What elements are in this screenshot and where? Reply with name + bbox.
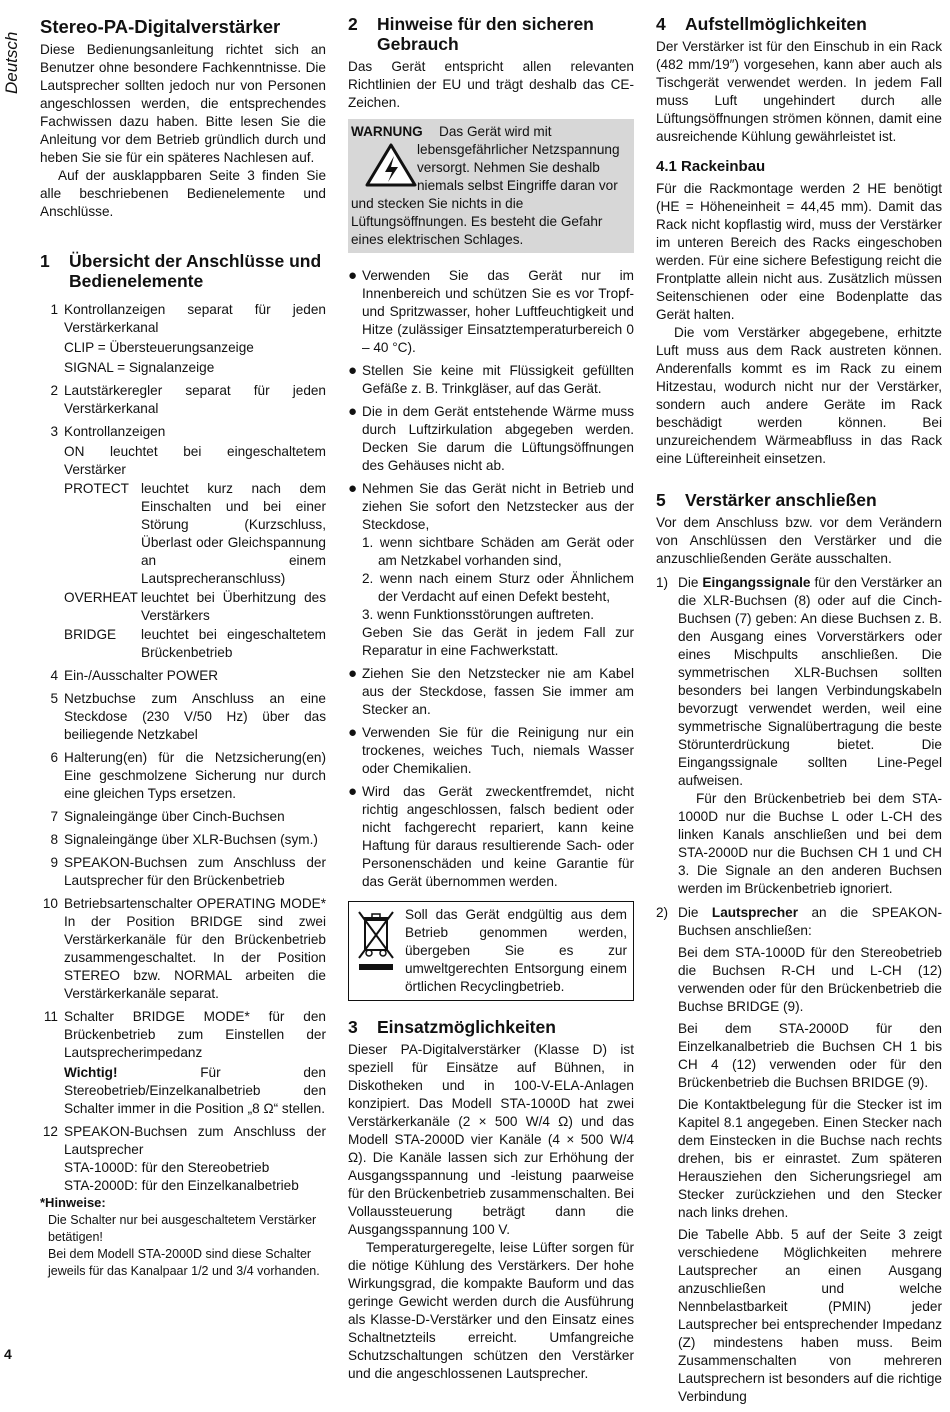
page-number: 4 bbox=[4, 1346, 12, 1362]
list-item: 11 Schalter BRIDGE MODE* für den Brückenbetrieb zum Einstellen der Lautsprecherimpedanz Wichtig! Für den Stereobetrieb/Einzelkanalbetrieb den Schalter immer in die Position „8 Ω“ stellen. bbox=[43, 1009, 326, 1116]
crossed-bin-icon bbox=[353, 906, 399, 986]
language-tab bbox=[2, 14, 20, 94]
list-item: ● Wird das Gerät zweckentfremdet, nicht richtig angeschlossen, falsch bedient oder nicht fachgerecht repariert, kann keine Haftung für daraus resultierende Sach- oder Personenschäden und keine Garantie für das Gerät übernommen werden. bbox=[348, 783, 634, 889]
list-item: 8 Signaleingänge über XLR-Buchsen (sym.) bbox=[50, 832, 318, 847]
rack-paragraph: Für die Rackmontage werden 2 HE benötigt (HE = Höheneinheit = 44,45 mm). Damit das Rack nicht kopflastig wird, muss der Verstärker im unteren Bereich des Racks eingeschoben werden. Für eine sichere Befestigung reicht die Frontplatte allein nicht aus. Zusätzlich müssen Seitenschienen oder eine Bodenplatte das Gerät halten. bbox=[656, 181, 942, 322]
section-2-heading: 2 Hinweise für den sicheren Gebrauch bbox=[348, 14, 594, 54]
subsection-4-1-heading: 4.1 Rackeinbau bbox=[656, 158, 766, 175]
warning-box: WARNUNG Das Gerät wird mit lebensgefährlicher Netzspannung versorgt. Nehmen Sie deshalb niemals selbst Eingriffe daran vor und stecken Sie nichts in die Lüftungsöffnungen. Es besteht die Gefahr eines elektrischen Schlages. bbox=[348, 119, 634, 253]
column-1 bbox=[40, 14, 326, 1278]
section-4-paragraph: Der Verstärker ist für den Einschub in ein Rack (482 mm/19″) vorgesehen, kann aber auch als Tischgerät verwendet werden. In jedem Fall muss Luft ungehindert durch alle Lüftungsöffnungen strömen können, damit eine ausreichende Kühlung gewährleistet ist. bbox=[656, 39, 942, 144]
list-item: 7 Signaleingänge über Cinch-Buchsen bbox=[50, 809, 285, 824]
list-item: ● Ziehen Sie den Netzstecker nie am Kabel aus der Steckdose, fassen Sie immer am Stecker an. bbox=[348, 665, 634, 717]
list-item: ● Verwenden Sie für die Reinigung nur ein trockenes, weiches Tuch, niemals Wasser oder Chemikalien. bbox=[348, 724, 634, 776]
controls-list bbox=[40, 301, 326, 1195]
section-4-heading: 4 Aufstellmöglichkeiten bbox=[656, 14, 867, 34]
section-1-heading: 1 Übersicht der Anschlüsse und Bedienelemente bbox=[40, 251, 322, 291]
recycling-box: Soll das Gerät endgültig aus dem Betrieb genommen werden, übergeben Sie es zur umweltgerechten Entsorgung einem örtlichen Recyclingbetrieb. bbox=[348, 901, 634, 1001]
list-item: 3 Kontrollanzeigen ON leuchtet bei eingeschaltetem Verstärker PROTECT leuchtet kurz nach dem Einschalten und bei einer Störung (Kurzschluss, Überlast oder Gleichspannung an einem Lautsprecheranschluss) OVERHEAT leuchtet bei Überhitzung des Verstärkers BRIDGE leuchtet bei eingeschaltetem Brückenbetrieb bbox=[50, 424, 326, 660]
step-1: 1) Die Eingangssignale für den Verstärker an die XLR-Buchsen (8) oder auf die Cinch-Buchsen (7) geben: An diese Buchsen z. B. den Ausgang eines Vorverstärkers oder eines Mischpults anschließen. Die symmetrischen XLR-Buchsen sollten besonders bei langen Verbindungskabeln bevorzugt verwendet werden, weil eine symmetrische Signalübertragung die beste Störunterdrückung bietet. Die Eingangssignale sollten Line-Pegel aufweisen. Für den Brückenbetrieb bei dem STA-1000D nur die Buchse L oder L-CH des linken Kanals anschließen und bei dem STA-2000D nur die Buchsen CH 1 und CH 3. Die Signale an den anderen Buchsen werden im Brückenbetrieb ignoriert. bbox=[656, 575, 943, 896]
list-item: ● Nehmen Sie das Gerät nicht in Betrieb und ziehen Sie sofort den Netzstecker aus der Steckdose, 1. wenn sichtbare Schäden am Gerät oder am Netzkabel vorhanden sind, 2. wenn nach einem Sturz oder Ähnlichem der Verdacht auf einen Defekt besteht, 3. wenn Funktionsstörungen auftreten. Geben Sie das Gerät in jedem Fall zur Reparatur in eine Fachwerkstatt. bbox=[348, 480, 634, 658]
list-item: 10 Betriebsartenschalter OPERATING MODE* In der Position BRIDGE sind zwei Verstärkerkanäle für den Brückenbetrieb zusammengeschaltet. In der Position STEREO bzw. NORMAL arbeiten die Verstärkerkanäle separat. bbox=[42, 896, 326, 1001]
column-2 bbox=[348, 14, 634, 1383]
step-2: 2) Die Lautsprecher an die SPEAKON-Buchsen anschließen: Bei dem STA-1000D für den Stereobetrieb die Buchsen R-CH und L-CH (12) verwenden oder für den Brückenbetrieb die Buchse BRIDGE (9). Bei dem STA-2000D für den Einzelkanalbetrieb die Buchsen CH 1 bis CH 4 (12) verwenden oder für den Brückenbetrieb die Buchsen BRIDGE (9). Die Kontaktbelegung für die Stecker ist im Kapitel 8.1 angegeben. Einen Stecker nach dem Einstecken in die Buchse nach rechts drehen, bis er einrastet. Zum späteren Herausziehen den Sicherungsriegel am Stecker zurückziehen und den Stecker nach links drehen. Die Tabelle Abb. 5 auf der Seite 3 zeigt verschiedene Möglichkeiten mehrere Lautsprecher an einen Ausgang anzuschließen und welche Nennbelastbarkeit (PMIN) jeder Lautsprecher bei entsprechender Impedanz (Z) mindestens haben muss. Beim Zusammenschalten von mehreren Lautsprechern ist besonders auf die richtige Verbindung bbox=[656, 905, 942, 1404]
section-3-paragraph-2: Temperaturgeregelte, leise Lüfter sorgen für die nötige Kühlung des Verstärkers. Der hohe Wirkungsgrad, die kompakte Bauform und das geringe Gewicht werden durch die Ausführung als Klasse-D-Verstärker und den Einsatz eines Schaltnetzteils erreicht. Umfangreiche Schutzschaltungen schützen den Verstärker und die angeschlossenen Lautsprecher. bbox=[348, 1240, 634, 1381]
column-3 bbox=[656, 14, 942, 1412]
list-item: 2 Lautstärkeregler separat für jeden Verstärkerkanal bbox=[50, 383, 326, 416]
list-item: 1 Kontrollanzeigen separat für jeden Verstärkerkanal CLIP = Übersteuerungsanzeige SIGNAL = Signalanzeige bbox=[50, 302, 326, 375]
list-item: 4 Ein-/Ausschalter POWER bbox=[50, 668, 219, 683]
safety-list bbox=[348, 267, 634, 891]
intro-paragraph: Diese Bedienungsanleitung richtet sich an Benutzer ohne besondere Fachkenntnisse. Die Lautsprecher sollten jedoch nur von Personen angeschlossen werden, die entsprechendes Fachwissen dazu haben. Bitte lesen Sie die Anleitung vor dem Betrieb gründlich durch und heben Sie sie für ein späteres Nachlesen auf. bbox=[40, 42, 326, 165]
list-item: ● Die in dem Gerät entstehende Wärme muss durch Luftzirkulation abgegeben werden. Decken Sie darum die Lüftungsöffnungen des Gehäuses nicht ab. bbox=[348, 403, 634, 473]
high-voltage-icon bbox=[365, 143, 417, 187]
rack-paragraph-2: Die vom Verstärker abgegebene, erhitzte Luft muss aus dem Rack austreten können. Anderenfalls kommt es im Rack zu einem Hitzestau, wodurch nicht nur der Verstärker, sondern auch andere Geräte im Rack beschädigt werden können. Bei unzureichendem Wärmeabfluss in das Rack eine Lüftereinheit einsetzen. bbox=[656, 325, 942, 466]
intro-paragraph-2: Auf der ausklappbaren Seite 3 finden Sie alle beschriebenen Bedienelemente und Anschlüsse. bbox=[40, 168, 326, 219]
section-5-intro: Vor dem Anschluss bzw. vor dem Verändern von Anschlüssen den Verstärker und die anzuschließenden Geräte ausschalten. bbox=[656, 515, 942, 566]
list-item: ● Stellen Sie keine mit Flüssigkeit gefüllten Gefäße z. B. Trinkgläser, auf das Gerät. bbox=[348, 362, 634, 396]
footnote: *Hinweise: Die Schalter nur bei ausgeschaltetem Verstärker betätigen! Bei dem Modell STA-2000D sind diese Schalter jeweils für das Kanalpaar 1/2 und 3/4 vorhanden. bbox=[40, 1195, 320, 1278]
ce-paragraph: Das Gerät entspricht allen relevanten Richtlinien der EU und trägt deshalb das CE-Zeichen. bbox=[348, 59, 634, 110]
list-item: 6 Halterung(en) für die Netzsicherung(en) Eine geschmolzene Sicherung nur durch eine gleichen Typs ersetzen. bbox=[50, 750, 326, 801]
language-label: Deutsch bbox=[2, 31, 21, 94]
section-3-heading: 3 Einsatzmöglichkeiten bbox=[348, 1017, 556, 1037]
warning-label: WARNUNG bbox=[351, 124, 423, 139]
list-item: 9 SPEAKON-Buchsen zum Anschluss der Lautsprecher für den Brückenbetrieb bbox=[50, 855, 326, 888]
list-item: ● Verwenden Sie das Gerät nur im Innenbereich und schützen Sie es vor Tropf- und Spritzwasser, hoher Luftfeuchtigkeit und Hitze (zulässiger Einsatztemperaturbereich 0 – 40 °C). bbox=[348, 267, 634, 355]
section-3-paragraph: Dieser PA-Digitalverstärker (Klasse D) ist speziell für Einsätze auf Bühnen, in Diskotheken und in 100-V-ELA-Anlagen konzipiert. Das Modell STA-1000D hat zwei Verstärkerkanäle (2 × 500 W/4 Ω) und das Modell STA-2000D vier Kanäle (4 × 500 W/4 Ω). Die Kanäle lassen sich zur Erhöhung der Ausgangsspannung und -leistung paarweise für den Brückenbetrieb zusammenschalten. Bei Vollaussteuerung beträgt dann die Ausgangsspannung 100 V. bbox=[348, 1042, 634, 1237]
list-item: 5 Netzbuchse zum Anschluss an eine Steckdose (230 V/50 Hz) über das beiliegende Netzkabel bbox=[50, 691, 326, 742]
list-item: 12 SPEAKON-Buchsen zum Anschluss der Lautsprecher STA-1000D: für den Stereobetrieb STA-2000D: für den Einzelkanalbetrieb bbox=[42, 1124, 326, 1193]
document-title: Stereo-PA-Digitalverstärker bbox=[40, 16, 281, 37]
section-5-heading: 5 Verstärker anschließen bbox=[656, 490, 877, 510]
